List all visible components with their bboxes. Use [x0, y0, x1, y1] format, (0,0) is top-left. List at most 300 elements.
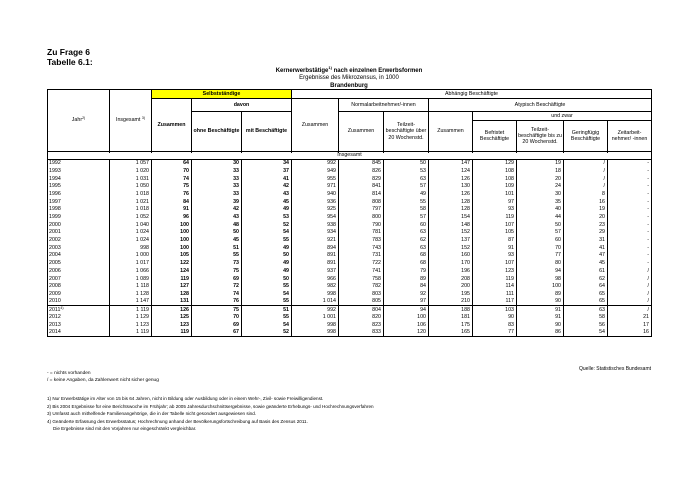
- value-cell: 69: [192, 321, 242, 329]
- value-cell: 210: [429, 298, 473, 306]
- value-cell: 100: [517, 283, 564, 291]
- table-row: [48, 275, 652, 283]
- value-cell: -: [608, 160, 652, 168]
- value-cell: 91: [473, 244, 517, 252]
- value-cell: 33: [192, 167, 242, 175]
- value-cell: 24: [517, 183, 564, 191]
- table-row: [48, 229, 652, 237]
- header-selbst-zusammen: Zusammen: [152, 99, 192, 152]
- value-cell: 52: [242, 329, 292, 337]
- year-cell: 2000: [48, 221, 110, 229]
- value-cell: 49: [384, 190, 429, 198]
- value-cell: -: [608, 167, 652, 175]
- value-cell: 123: [473, 267, 517, 275]
- table-row: [48, 298, 652, 306]
- table-row: [48, 213, 652, 221]
- value-cell: 1 089: [110, 275, 152, 283]
- value-cell: /: [608, 267, 652, 275]
- value-cell: 127: [152, 283, 192, 291]
- year-cell: 2012: [48, 313, 110, 321]
- value-cell: 21: [608, 313, 652, 321]
- year-cell: 1995: [48, 183, 110, 191]
- value-cell: 833: [339, 329, 384, 337]
- value-cell: 1 147: [110, 298, 152, 306]
- year-cell: 2003: [48, 244, 110, 252]
- value-cell: 106: [384, 321, 429, 329]
- value-cell: 16: [564, 198, 608, 206]
- value-cell: 50: [517, 221, 564, 229]
- value-cell: -: [608, 236, 652, 244]
- year-cell: 2002: [48, 236, 110, 244]
- value-cell: 97: [384, 298, 429, 306]
- value-cell: 91: [517, 306, 564, 314]
- value-cell: 131: [152, 298, 192, 306]
- value-cell: 781: [339, 229, 384, 237]
- value-cell: 55: [192, 252, 242, 260]
- year-cell: 1992: [48, 160, 110, 168]
- value-cell: 23: [564, 221, 608, 229]
- value-cell: 124: [429, 167, 473, 175]
- value-cell: 841: [339, 183, 384, 191]
- value-cell: 1 066: [110, 267, 152, 275]
- value-cell: 971: [292, 183, 339, 191]
- header-abhaengig: Abhängig Beschäftigte: [292, 90, 652, 99]
- value-cell: 49: [242, 206, 292, 214]
- value-cell: 1 123: [110, 321, 152, 329]
- value-cell: 79: [384, 267, 429, 275]
- header-normal: Normalarbeitnehmer/-innen: [339, 99, 429, 112]
- value-cell: 196: [429, 267, 473, 275]
- value-cell: 130: [429, 183, 473, 191]
- value-cell: 126: [429, 190, 473, 198]
- value-cell: 1 119: [110, 329, 152, 337]
- year-cell: 2005: [48, 259, 110, 267]
- value-cell: 119: [473, 275, 517, 283]
- value-cell: 49: [242, 244, 292, 252]
- value-cell: 75: [192, 306, 242, 314]
- value-cell: 53: [242, 213, 292, 221]
- value-cell: 109: [473, 183, 517, 191]
- value-cell: 782: [339, 283, 384, 291]
- value-cell: 63: [384, 244, 429, 252]
- value-cell: 992: [292, 306, 339, 314]
- value-cell: 63: [564, 306, 608, 314]
- value-cell: 55: [242, 313, 292, 321]
- header-insgesamt: Insgesamt $^{3)}$: [110, 90, 152, 152]
- value-cell: 148: [429, 221, 473, 229]
- value-cell: 84: [384, 283, 429, 291]
- value-cell: 62: [564, 275, 608, 283]
- table-title: Kernerwerbstätige$^{1)}$ nach einzelnen Erwerbsformen: [275, 65, 423, 74]
- value-cell: 18: [517, 167, 564, 175]
- value-cell: 30: [517, 190, 564, 198]
- value-cell: 181: [429, 313, 473, 321]
- value-cell: 101: [473, 190, 517, 198]
- table-row: [48, 252, 652, 260]
- value-cell: 111: [473, 290, 517, 298]
- value-cell: 90: [473, 313, 517, 321]
- value-cell: 170: [429, 259, 473, 267]
- header-zeitarbeit: Zeitarbeit-nehmer/ -innen: [608, 121, 652, 152]
- value-cell: 100: [384, 313, 429, 321]
- year-cell: 1996: [48, 190, 110, 198]
- table-row: [48, 175, 652, 183]
- table-title-block: [47, 65, 651, 90]
- value-cell: 33: [192, 183, 242, 191]
- value-cell: 20: [517, 175, 564, 183]
- value-cell: 43: [192, 213, 242, 221]
- data-table: [47, 89, 652, 337]
- value-cell: 49: [242, 267, 292, 275]
- heading-table-number: Tabelle 6.1:: [47, 57, 93, 67]
- header-teilzeit: Teilzeit-beschäftigte über 20 Wochenstd.: [384, 112, 429, 152]
- header-und-zwar: und zwar: [473, 112, 652, 121]
- value-cell: 56: [564, 321, 608, 329]
- value-cell: 91: [152, 206, 192, 214]
- value-cell: 100: [152, 236, 192, 244]
- value-cell: 35: [517, 198, 564, 206]
- value-cell: 89: [517, 290, 564, 298]
- value-cell: 1 020: [110, 167, 152, 175]
- value-cell: 94: [517, 267, 564, 275]
- value-cell: -: [608, 252, 652, 260]
- value-cell: 1 024: [110, 229, 152, 237]
- value-cell: 949: [292, 167, 339, 175]
- value-cell: 105: [473, 229, 517, 237]
- source-note: Quelle: Statistisches Bundesamt: [579, 366, 651, 372]
- value-cell: 55: [384, 198, 429, 206]
- value-cell: 16: [608, 329, 652, 337]
- value-cell: /: [564, 160, 608, 168]
- value-cell: 123: [152, 321, 192, 329]
- header-ohne: ohne Beschäftigte: [192, 112, 242, 152]
- value-cell: 790: [339, 221, 384, 229]
- value-cell: 165: [429, 329, 473, 337]
- value-cell: 91: [517, 313, 564, 321]
- value-cell: 55: [242, 298, 292, 306]
- value-cell: 1 014: [292, 298, 339, 306]
- value-cell: 94: [384, 306, 429, 314]
- footnotes: [47, 395, 374, 433]
- value-cell: 54: [564, 329, 608, 337]
- value-cell: 152: [429, 244, 473, 252]
- year-cell: 2001: [48, 229, 110, 237]
- value-cell: -: [608, 259, 652, 267]
- value-cell: 1 018: [110, 190, 152, 198]
- value-cell: 814: [339, 190, 384, 198]
- value-cell: 829: [339, 175, 384, 183]
- value-cell: 70: [517, 244, 564, 252]
- value-cell: 107: [473, 221, 517, 229]
- year-cell: 2013: [48, 321, 110, 329]
- value-cell: 74: [152, 175, 192, 183]
- value-cell: 128: [152, 290, 192, 298]
- value-cell: 808: [339, 198, 384, 206]
- value-cell: 1 040: [110, 221, 152, 229]
- value-cell: 55: [242, 283, 292, 291]
- value-cell: /: [608, 290, 652, 298]
- value-cell: 1 001: [292, 313, 339, 321]
- value-cell: 938: [292, 221, 339, 229]
- value-cell: 84: [152, 198, 192, 206]
- value-cell: 195: [429, 290, 473, 298]
- value-cell: 1 050: [110, 183, 152, 191]
- value-cell: 45: [192, 236, 242, 244]
- value-cell: 75: [152, 183, 192, 191]
- value-cell: 126: [152, 306, 192, 314]
- value-cell: 50: [192, 229, 242, 237]
- value-cell: 54: [242, 321, 292, 329]
- value-cell: 73: [192, 259, 242, 267]
- footnote: 1) Nur Erwerbstätige im Alter von 15 bis 64 Jahren, nicht in Bildung oder Ausbildung oder in einem Wehr-, Zivil- sowie Freiwilligendienst.: [47, 396, 324, 401]
- value-cell: 69: [192, 275, 242, 283]
- value-cell: 758: [339, 275, 384, 283]
- value-cell: 54: [242, 290, 292, 298]
- value-cell: -: [608, 206, 652, 214]
- table-row: [48, 259, 652, 267]
- value-cell: -: [608, 198, 652, 206]
- value-cell: /: [608, 275, 652, 283]
- year-cell: 2010: [48, 298, 110, 306]
- value-cell: 891: [292, 252, 339, 260]
- table-row: [48, 313, 652, 321]
- value-cell: 64: [564, 283, 608, 291]
- header-abh-zusammen: Zusammen: [292, 99, 339, 152]
- legend-item: / = keine Angaben, da Zahlenwert nicht sicher genug: [47, 378, 159, 383]
- value-cell: 826: [339, 167, 384, 175]
- year-cell: 2014: [48, 329, 110, 337]
- value-cell: 31: [564, 236, 608, 244]
- value-cell: 65: [564, 298, 608, 306]
- value-cell: 955: [292, 175, 339, 183]
- value-cell: 891: [292, 259, 339, 267]
- year-cell: 2004: [48, 252, 110, 260]
- value-cell: 823: [339, 321, 384, 329]
- value-cell: 160: [429, 252, 473, 260]
- value-cell: 93: [473, 206, 517, 214]
- value-cell: 68: [384, 259, 429, 267]
- heading-question: Zu Frage 6: [47, 47, 90, 57]
- year-cell: 2007: [48, 275, 110, 283]
- document-heading: [47, 47, 93, 67]
- value-cell: 19: [517, 160, 564, 168]
- footnote: 4) Geänderte Erfassung des Erwerbsstatus; Hochrechnung anhand der Bevölkerungsfortschreibung auf Basis des Zensus 2011.: [47, 418, 308, 424]
- value-cell: 107: [473, 259, 517, 267]
- value-cell: 65: [564, 290, 608, 298]
- value-cell: 124: [152, 267, 192, 275]
- value-cell: -: [608, 175, 652, 183]
- value-cell: 64: [152, 160, 192, 168]
- value-cell: 60: [384, 221, 429, 229]
- value-cell: 57: [517, 229, 564, 237]
- value-cell: 60: [517, 236, 564, 244]
- value-cell: 58: [384, 206, 429, 214]
- year-cell: 2006: [48, 267, 110, 275]
- header-mit: mit Beschäftigte: [242, 112, 292, 152]
- value-cell: 1 057: [110, 160, 152, 168]
- table-body: [48, 160, 652, 337]
- value-cell: 731: [339, 252, 384, 260]
- value-cell: 45: [242, 198, 292, 206]
- value-cell: 100: [152, 244, 192, 252]
- value-cell: 175: [429, 321, 473, 329]
- value-cell: /: [608, 283, 652, 291]
- value-cell: 98: [517, 275, 564, 283]
- value-cell: 90: [517, 321, 564, 329]
- table-row: [48, 198, 652, 206]
- header-befristet: Befristet Beschäftigte: [473, 121, 517, 152]
- header-selbststaendige: Selbstständige: [152, 90, 292, 99]
- value-cell: /: [564, 167, 608, 175]
- value-cell: /: [608, 306, 652, 314]
- legend: [47, 370, 159, 384]
- value-cell: 89: [384, 275, 429, 283]
- value-cell: 86: [517, 329, 564, 337]
- value-cell: 42: [242, 183, 292, 191]
- value-cell: 39: [192, 198, 242, 206]
- table-row: [48, 244, 652, 252]
- value-cell: 61: [564, 267, 608, 275]
- value-cell: 1 017: [110, 259, 152, 267]
- value-cell: 1 000: [110, 252, 152, 260]
- value-cell: 119: [473, 213, 517, 221]
- value-cell: 137: [429, 236, 473, 244]
- value-cell: 783: [339, 236, 384, 244]
- value-cell: 62: [384, 236, 429, 244]
- value-cell: -: [608, 213, 652, 221]
- value-cell: 40: [517, 206, 564, 214]
- value-cell: 20: [564, 213, 608, 221]
- value-cell: 120: [384, 329, 429, 337]
- value-cell: 188: [429, 306, 473, 314]
- value-cell: 17: [608, 321, 652, 329]
- table-row: [48, 290, 652, 298]
- header-atypisch: Atypisch Beschäftigte: [429, 99, 652, 112]
- value-cell: 129: [473, 160, 517, 168]
- value-cell: 75: [192, 267, 242, 275]
- value-cell: 722: [339, 259, 384, 267]
- value-cell: 126: [429, 175, 473, 183]
- value-cell: 998: [110, 244, 152, 252]
- value-cell: 45: [564, 259, 608, 267]
- value-cell: 42: [192, 206, 242, 214]
- header-teilzeit-bis: Teilzeit-beschäftigte bis zu 20 Wochenstd.: [517, 121, 564, 152]
- table-subtitle: Ergebnisse des Mikrozensus, in 1000: [299, 75, 399, 82]
- value-cell: 741: [339, 267, 384, 275]
- value-cell: 800: [339, 213, 384, 221]
- value-cell: 200: [429, 283, 473, 291]
- value-cell: /: [564, 183, 608, 191]
- year-cell: 1998: [48, 206, 110, 214]
- value-cell: 50: [242, 252, 292, 260]
- value-cell: 940: [292, 190, 339, 198]
- value-cell: 44: [517, 213, 564, 221]
- value-cell: 19: [564, 206, 608, 214]
- value-cell: 90: [517, 298, 564, 306]
- value-cell: 77: [517, 252, 564, 260]
- value-cell: 105: [152, 252, 192, 260]
- legend-item: - = nichts vorhanden: [47, 371, 91, 376]
- value-cell: 48: [192, 221, 242, 229]
- value-cell: 29: [564, 229, 608, 237]
- value-cell: 998: [292, 321, 339, 329]
- table-row: [48, 321, 652, 329]
- value-cell: 119: [152, 275, 192, 283]
- value-cell: 103: [473, 306, 517, 314]
- value-cell: 147: [429, 160, 473, 168]
- value-cell: 96: [152, 213, 192, 221]
- value-cell: 954: [292, 213, 339, 221]
- table-row: [48, 206, 652, 214]
- value-cell: -: [608, 229, 652, 237]
- value-cell: 70: [152, 167, 192, 175]
- value-cell: 55: [242, 236, 292, 244]
- value-cell: 804: [339, 306, 384, 314]
- table-row: [48, 167, 652, 175]
- value-cell: 43: [242, 190, 292, 198]
- value-cell: 50: [242, 275, 292, 283]
- value-cell: 108: [473, 167, 517, 175]
- value-cell: 30: [192, 160, 242, 168]
- value-cell: 76: [192, 298, 242, 306]
- value-cell: 966: [292, 275, 339, 283]
- header-jahr: Jahr$^{2)}$: [48, 90, 110, 152]
- value-cell: 57: [384, 183, 429, 191]
- value-cell: 998: [292, 290, 339, 298]
- value-cell: 803: [339, 290, 384, 298]
- value-cell: 894: [292, 244, 339, 252]
- header-unit-row: Insgesamt: [48, 152, 652, 160]
- value-cell: -: [608, 190, 652, 198]
- value-cell: 93: [473, 252, 517, 260]
- value-cell: 936: [292, 198, 339, 206]
- value-cell: 1 128: [110, 290, 152, 298]
- value-cell: 74: [192, 290, 242, 298]
- value-cell: 72: [192, 283, 242, 291]
- value-cell: 67: [192, 329, 242, 337]
- value-cell: 921: [292, 236, 339, 244]
- value-cell: 41: [564, 244, 608, 252]
- value-cell: 982: [292, 283, 339, 291]
- value-cell: 125: [152, 313, 192, 321]
- value-cell: 117: [473, 298, 517, 306]
- value-cell: 100: [152, 229, 192, 237]
- value-cell: 8: [564, 190, 608, 198]
- value-cell: 743: [339, 244, 384, 252]
- table-row: [48, 190, 652, 198]
- value-cell: 1 031: [110, 175, 152, 183]
- year-cell: 2009: [48, 290, 110, 298]
- value-cell: 934: [292, 229, 339, 237]
- value-cell: 53: [384, 167, 429, 175]
- year-cell: 1999: [48, 213, 110, 221]
- value-cell: 63: [384, 229, 429, 237]
- value-cell: 992: [292, 160, 339, 168]
- value-cell: 122: [152, 259, 192, 267]
- value-cell: /: [564, 175, 608, 183]
- value-cell: 58: [564, 313, 608, 321]
- value-cell: 1 118: [110, 283, 152, 291]
- value-cell: 76: [152, 190, 192, 198]
- value-cell: 68: [384, 252, 429, 260]
- table-row: [48, 267, 652, 275]
- year-cell: 1994: [48, 175, 110, 183]
- table-row: [48, 160, 652, 168]
- value-cell: 47: [564, 252, 608, 260]
- header-atyp-zusammen: Zusammen: [429, 112, 473, 152]
- value-cell: 52: [242, 221, 292, 229]
- header-davon: davon: [192, 99, 292, 112]
